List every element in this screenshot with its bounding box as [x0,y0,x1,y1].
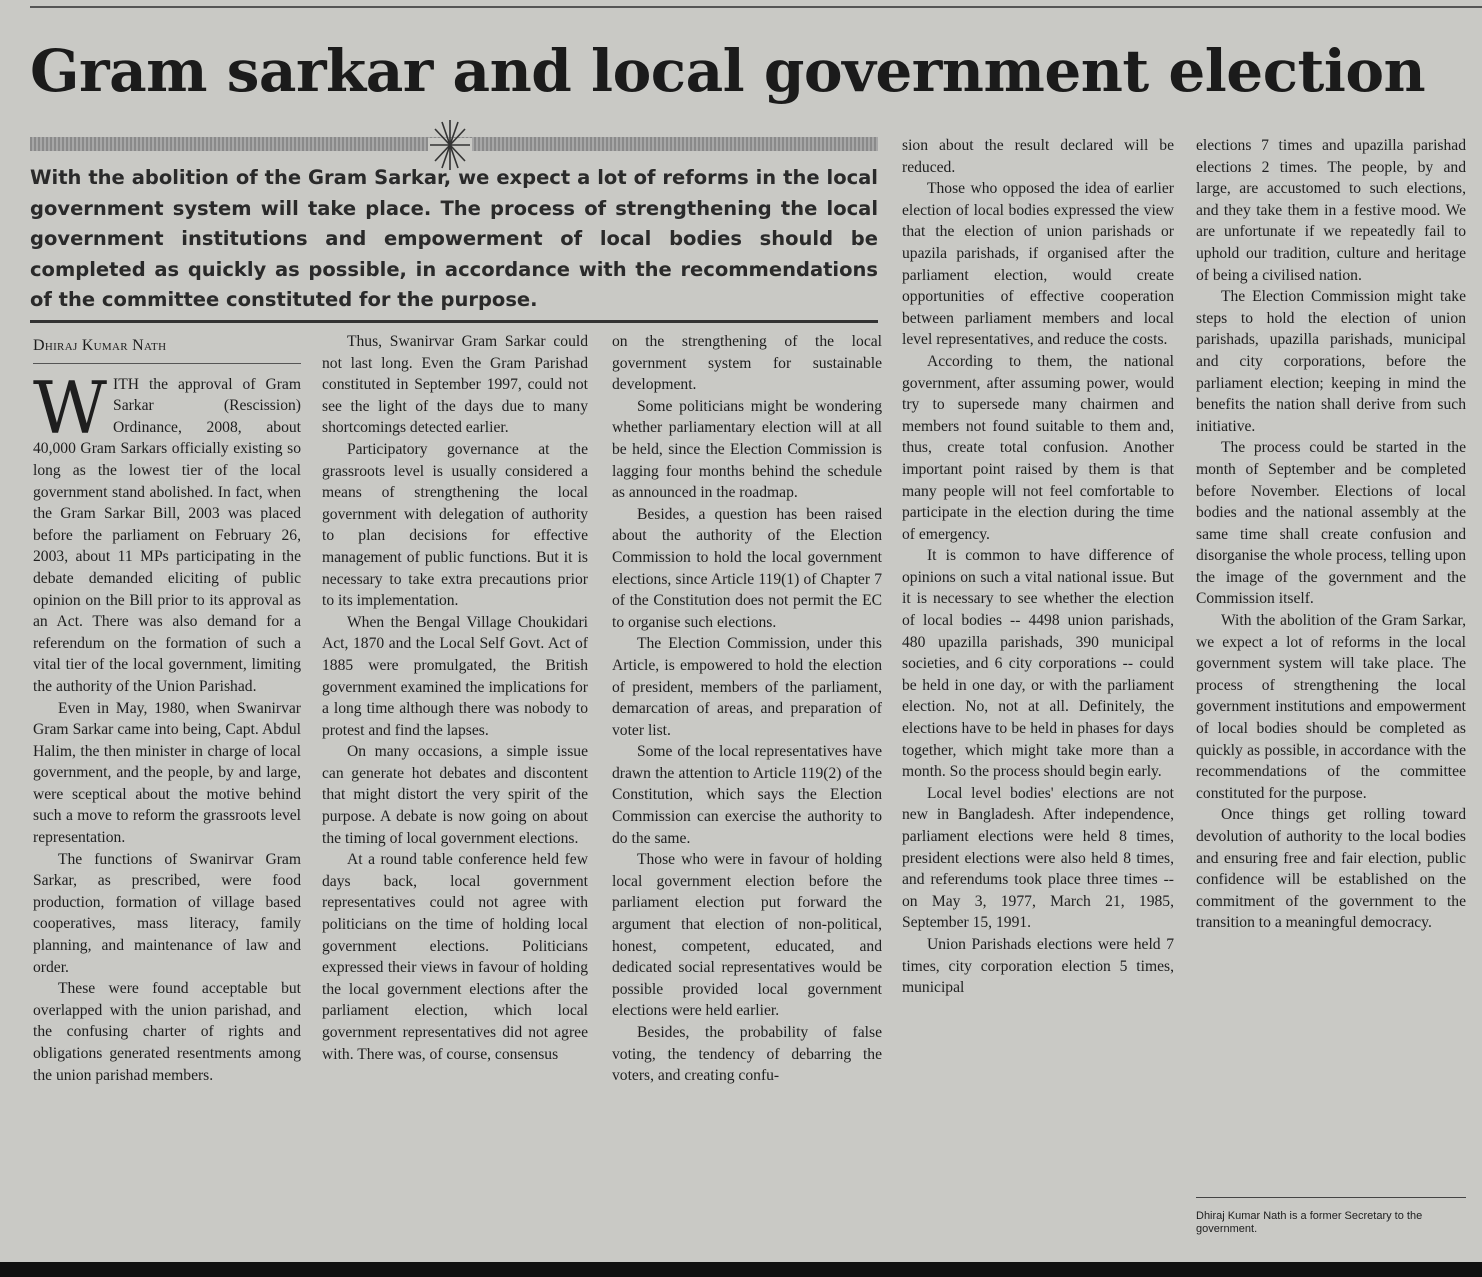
paragraph: It is common to have difference of opinions on such a vital national issue. But it is necessary to see whether the election of local bodies -- 4498 union parishads, 480 upazilla parishads, 390 municipal societies, and 6 city corporations -- could be held in one day, or with the parliament election. No, not at all. Definitely, the elections have to be held in phases for days together, which might take more than a month. So the process should begin early. [902,547,1174,781]
paragraph: Some politicians might be wondering whether parliamentary election will at all be held, since the Election Commission is lagging four months behind the schedule as announced in the roadmap. [612,397,882,502]
paragraph: Thus, Swanirvar Gram Sarkar could not last long. Even the Gram Parishad constituted in September 1997, could not see the light of the days due to many shortcomings detected earlier. [322,333,588,437]
paragraph [33,365,301,698]
paragraph: These were found acceptable but overlapped with the union parishad, and the confusing charter of rights and obligations generated resentments among the union parishad members. [33,980,301,1084]
top-rule [30,6,1482,8]
paragraph: With the abolition of the Gram Sarkar, we expect a lot of reforms in the local government system will take place. The process of strengthening the local government institutions and empowerment of local bodies should be completed as quickly as possible, in accordance with the recommendations of the committee constituted for the purpose. [1196,612,1466,802]
paragraph: Participatory governance at the grassroots level is usually considered a means of strengthening the local government with delegation of authority to plan decisions for effective management of public functions. But it is necessary to take extra precautions prior to its implementation. [322,440,588,610]
deck-summary: With the abolition of the Gram Sarkar, we expect a lot of reforms in the local government system will take place. The process of strengthening the local government institutions and empowerment of local bodies should be completed as quickly as possible, in accordance with the recommendations of the committee constituted for the purpose. [30,166,878,311]
byline: Dhiraj Kumar Nath [33,335,301,364]
paragraph: Even in May, 1980, when Swanirvar Gram Sarkar came into being, Capt. Abdul Halim, the then minister in charge of local government, and the people, by and large, were sceptical about the motive behind such a move to reform the grassroots level representation. [33,699,301,847]
author-tagline: Dhiraj Kumar Nath is a former Secretary to the government. [1196,1197,1466,1236]
article-column-4 [902,135,1174,1251]
paragraph: The process could be started in the month of September and be completed before November. Elections of local bodies and the national assembly at the same time shall create confusion and disorganise the whole process, telling upon the image of the government and the Commission itself. [1196,439,1466,608]
deck-rule [30,320,878,323]
paragraph: Besides, the probability of false voting, the tendency of debarring the voters, and creating confu- [612,1024,882,1085]
paragraph: Some of the local representatives have drawn the attention to Article 119(2) of the Constitution, which says the Election Commission can exercise the authority to do the same. [612,743,882,847]
paragraph: Union Parishads elections were held 7 times, city corporation election 5 times, municipal [902,935,1174,997]
paragraph: on the strengthening of the local government system for sustainable development. [612,333,882,394]
article-column-1 [33,331,301,1251]
paragraph-text: ITH the approval of Gram Sarkar (Rescission) Ordinance, 2008, about 40,000 Gram Sarkars officially existing so long as the lowest tier of the local government stand abolished. In fact, when the Gram Sarkar Bill, 2003 was placed before the parliament on February 26, 2003, about 11 MPs participating in the debate demanded eliciting of public opinion on the Bill prior to its approval as an Act. There was also demand for a referendum on the formation of such a vital tier of the local government, limiting the authority of the Union Parishad. [33,375,301,695]
paragraph: The Election Commission, under this Article, is empowered to hold the election of president, members of the parliament, demarcation of areas, and preparation of voter list. [612,635,882,739]
paragraph: Local level bodies' elections are not new in Bangladesh. After independence, parliament elections were held 8 times, president elections were also held 8 times, and referendums took place three times -- on May 3, 1977, March 21, 1985, September 15, 1991. [902,784,1174,932]
paragraph: Once things get rolling toward devolution of authority to the local bodies and ensuring free and fair election, public confidence will be established on the commitment of the government to the transition to a meaningful democracy. [1196,806,1466,932]
page-bottom-edge [0,1262,1482,1277]
article-column-5 [1196,135,1466,1195]
paragraph: elections 7 times and upazilla parishad elections 2 times. The people, by and large, are accustomed to such elections, and they take them in a festive mood. We are unfortunate if we repeatedly fail to uphold our tradition, culture and heritage of being a civilised nation. [1196,137,1466,284]
paragraph: sion about the result declared will be reduced. [902,137,1174,176]
paragraph: Those who were in favour of holding local government election before the parliament election put forward the argument that election of non-political, honest, competent, educated, and dedicated social representatives would be possible provided local government elections were held earlier. [612,851,882,1020]
article-column-2 [322,331,588,1251]
paragraph: When the Bengal Village Choukidari Act, 1870 and the Local Self Govt. Act of 1885 were promulgated, the British government examined the implications for a long time although there was nobody to protest and find the lapses. [322,613,588,739]
paragraph: At a round table conference held few days back, local government representatives could not agree with politicians on the time of holding local government elections. Politicians expressed their views in favour of holding the local government elections after the parliament election, which local government representatives did not agree with. There was, of course, consensus [322,851,588,1063]
paragraph: Those who opposed the idea of earlier election of local bodies expressed the view that the election of union parishads or upazila parishads, if organised after the parliament election, would create opportunities of effective cooperation between parliament members and local level representatives, and reduce the costs. [902,180,1174,349]
paragraph: The Election Commission might take steps to hold the election of union parishads, upazilla parishads, municipal and city corporations, before the parliament election; keeping in mind the benefits the nation shall derive from such initiative. [1196,288,1466,435]
drop-cap: W [33,365,108,450]
paragraph: The functions of Swanirvar Gram Sarkar, as prescribed, were food production, formation of village based cooperatives, mass literacy, family planning, and maintenance of law and order. [33,850,301,976]
headline: Gram sarkar and local government election [30,37,1426,105]
paragraph: According to them, the national government, after assuming power, would try to supersede many chairmen and members not found suitable to them and, thus, create total confusion. Another important point raised by them is that many people will not feel comfortable to participate in the election during the time of emergency. [902,352,1174,543]
paragraph: On many occasions, a simple issue can generate hot debates and discontent that might distort the very spirit of the purpose. A debate is now going on about the timing of local government elections. [322,743,588,847]
article-column-3 [612,331,882,1251]
paragraph: Besides, a question has been raised about the authority of the Election Commission to hold the local government elections, since Article 119(1) of Chapter 7 of the Constitution does not permit the EC to organise such elections. [612,505,882,631]
